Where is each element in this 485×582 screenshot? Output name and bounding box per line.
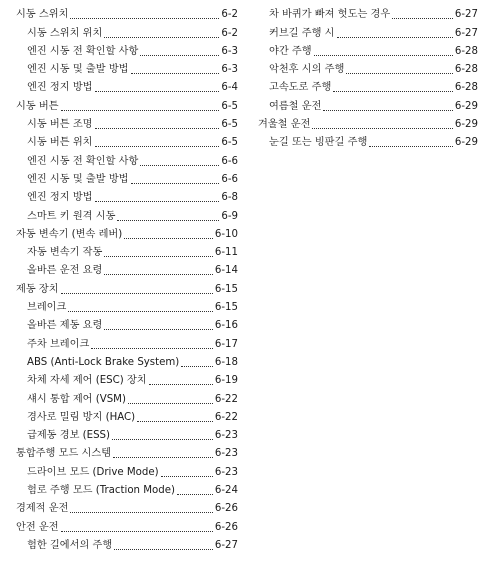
toc-entry-title: 겨울철 운전 (258, 119, 311, 131)
toc-dot-leader (369, 146, 453, 147)
toc-page-number: 6-24 (214, 485, 238, 497)
toc-page-number: 6-22 (214, 393, 238, 405)
toc-entry-title: 커브길 주행 시 (269, 27, 335, 39)
toc-entry-title: 통합주행 모드 시스템 (16, 448, 112, 460)
toc-dot-leader (113, 457, 213, 458)
toc-page-number: 6-9 (221, 210, 238, 222)
toc-dot-leader (104, 329, 213, 330)
toc-entry[interactable] (16, 443, 238, 461)
toc-page-number: 6-2 (221, 9, 238, 21)
toc-entry[interactable] (16, 535, 238, 553)
toc-entry-title: 눈길 또는 빙판길 주행 (269, 137, 368, 149)
toc-entry-title: 엔진 시동 전 확인할 사항 (27, 45, 139, 57)
toc-entry[interactable] (16, 498, 238, 516)
toc-entry-title: 여름철 운전 (269, 100, 322, 112)
toc-dot-leader (104, 37, 219, 38)
toc-entry[interactable] (16, 150, 238, 168)
toc-entry[interactable] (16, 370, 238, 388)
toc-entry[interactable] (16, 425, 238, 443)
toc-entry[interactable] (16, 187, 238, 205)
toc-entry[interactable] (16, 315, 238, 333)
toc-page-number: 6-4 (221, 82, 238, 94)
toc-entry[interactable] (16, 242, 238, 260)
toc-dot-leader (314, 55, 453, 56)
toc-entry-title: 제동 장치 (16, 283, 59, 295)
toc-entry[interactable] (258, 77, 478, 95)
toc-entry[interactable] (16, 77, 238, 95)
toc-page-number: 6-3 (221, 45, 238, 57)
toc-entry-title: 차 바퀴가 빠져 헛도는 경우 (269, 9, 391, 21)
toc-entry[interactable] (258, 114, 478, 132)
toc-entry-title: 험로 주행 모드 (Traction Mode) (27, 485, 175, 497)
toc-page-number: 6-3 (221, 64, 238, 76)
toc-page-number: 6-15 (214, 302, 238, 314)
toc-entry[interactable] (16, 114, 238, 132)
toc-entry[interactable] (16, 95, 238, 113)
toc-dot-leader (181, 366, 213, 367)
toc-page-number: 6-5 (221, 119, 238, 131)
toc-entry-title: 안전 운전 (16, 521, 59, 533)
toc-dot-leader (124, 238, 213, 239)
toc-entry-title: 시동 버튼 조명 (27, 119, 93, 131)
toc-entry-title: 자동 변속기 작동 (27, 247, 103, 259)
toc-dot-leader (140, 165, 219, 166)
toc-entry-title: 악천후 시의 주행 (269, 64, 345, 76)
toc-entry-title: 엔진 정지 방법 (27, 82, 93, 94)
toc-page-number: 6-27 (454, 9, 478, 21)
toc-entry[interactable] (16, 516, 238, 534)
toc-dot-leader (104, 256, 213, 257)
toc-page-number: 6-28 (454, 45, 478, 57)
toc-entry-title: 험한 길에서의 주행 (27, 539, 113, 551)
toc-dot-leader (392, 18, 453, 19)
toc-page-number: 6-27 (214, 539, 238, 551)
toc-entry[interactable] (16, 388, 238, 406)
toc-dot-leader (61, 110, 220, 111)
toc-entry[interactable] (16, 407, 238, 425)
toc-entry-title: 섀시 통합 제어 (VSM) (27, 393, 126, 405)
toc-left-column (16, 4, 238, 553)
toc-dot-leader (70, 512, 212, 513)
toc-dot-leader (91, 348, 213, 349)
toc-dot-leader (177, 494, 213, 495)
toc-dot-leader (137, 421, 213, 422)
toc-dot-leader (323, 110, 452, 111)
toc-entry[interactable] (258, 132, 478, 150)
toc-page-number: 6-28 (454, 64, 478, 76)
toc-entry[interactable] (258, 22, 478, 40)
toc-entry[interactable] (16, 260, 238, 278)
toc-entry[interactable] (16, 224, 238, 242)
toc-page-number: 6-15 (214, 283, 238, 295)
toc-page-number: 6-11 (214, 247, 238, 259)
toc-entry-title: 자동 변속기 (변속 레버) (16, 228, 123, 240)
toc-page-number: 6-22 (214, 411, 238, 423)
toc-entry[interactable] (16, 297, 238, 315)
toc-page-number: 6-27 (454, 27, 478, 39)
toc-page-number: 6-6 (221, 173, 238, 185)
toc-dot-leader (61, 293, 213, 294)
toc-dot-leader (114, 549, 213, 550)
toc-entry[interactable] (258, 4, 478, 22)
toc-dot-leader (140, 55, 219, 56)
toc-entry[interactable] (16, 41, 238, 59)
toc-page-number: 6-8 (221, 192, 238, 204)
toc-page-number: 6-19 (214, 375, 238, 387)
toc-entry-title: 시동 버튼 위치 (27, 137, 93, 149)
toc-page-number: 6-6 (221, 155, 238, 167)
toc-dot-leader (104, 274, 213, 275)
toc-page-number: 6-23 (214, 430, 238, 442)
toc-dot-leader (161, 476, 213, 477)
toc-entry[interactable] (16, 333, 238, 351)
toc-dot-leader (61, 531, 213, 532)
toc-page-number: 6-23 (214, 466, 238, 478)
toc-entry[interactable] (16, 205, 238, 223)
toc-page-number: 6-17 (214, 338, 238, 350)
toc-dot-leader (149, 384, 213, 385)
toc-entry[interactable] (16, 461, 238, 479)
toc-dot-leader (312, 128, 452, 129)
toc-entry-title: 엔진 시동 및 출발 방법 (27, 173, 129, 185)
toc-dot-leader (117, 220, 219, 221)
toc-dot-leader (95, 128, 220, 129)
toc-entry[interactable] (16, 169, 238, 187)
toc-right-column (258, 4, 478, 150)
toc-entry[interactable] (16, 22, 238, 40)
toc-entry[interactable] (16, 59, 238, 77)
toc-entry-title: 올바른 운전 요령 (27, 265, 103, 277)
toc-entry-title: 브레이크 (27, 302, 67, 314)
toc-entry-title: 스마트 키 원격 시동 (27, 210, 116, 222)
toc-dot-leader (70, 18, 219, 19)
toc-page-number: 6-14 (214, 265, 238, 277)
toc-page-number: 6-10 (214, 228, 238, 240)
toc-entry-title: 주차 브레이크 (27, 338, 90, 350)
toc-entry-title: 차체 자세 제어 (ESC) 장치 (27, 375, 147, 387)
toc-dot-leader (333, 91, 453, 92)
toc-entry-title: ABS (Anti-Lock Brake System) (27, 356, 180, 368)
toc-dot-leader (131, 73, 220, 74)
toc-entry-title: 시동 스위치 위치 (27, 27, 103, 39)
toc-page-number: 6-2 (221, 27, 238, 39)
toc-entry[interactable] (258, 95, 478, 113)
toc-dot-leader (95, 201, 220, 202)
toc-entry[interactable] (16, 4, 238, 22)
toc-entry-title: 경제적 운전 (16, 503, 69, 515)
toc-dot-leader (95, 91, 220, 92)
toc-entry-title: 시동 스위치 (16, 9, 69, 21)
toc-dot-leader (337, 37, 453, 38)
toc-entry-title: 야간 주행 (269, 45, 312, 57)
toc-page-number: 6-29 (454, 137, 478, 149)
toc-entry-title: 시동 버튼 (16, 100, 59, 112)
toc-entry[interactable] (16, 278, 238, 296)
toc-entry[interactable] (258, 59, 478, 77)
toc-entry[interactable] (16, 352, 238, 370)
toc-dot-leader (346, 73, 453, 74)
toc-entry[interactable] (258, 41, 478, 59)
toc-dot-leader (112, 439, 213, 440)
toc-entry-title: 올바른 제동 요령 (27, 320, 103, 332)
toc-entry-title: 급제동 경보 (ESS) (27, 430, 111, 442)
toc-page-number: 6-18 (214, 356, 238, 368)
toc-page-number: 6-28 (454, 82, 478, 94)
toc-page-number: 6-16 (214, 320, 238, 332)
toc-entry[interactable] (16, 480, 238, 498)
toc-dot-leader (131, 183, 220, 184)
toc-entry-title: 고속도로 주행 (269, 82, 332, 94)
toc-entry-title: 엔진 시동 전 확인할 사항 (27, 155, 139, 167)
toc-page-number: 6-26 (214, 503, 238, 515)
toc-entry-title: 엔진 정지 방법 (27, 192, 93, 204)
toc-page-number: 6-5 (221, 137, 238, 149)
toc-entry-title: 드라이브 모드 (Drive Mode) (27, 466, 159, 478)
toc-page-number: 6-29 (454, 119, 478, 131)
toc-entry[interactable] (16, 132, 238, 150)
toc-dot-leader (68, 311, 213, 312)
toc-page-number: 6-26 (214, 521, 238, 533)
toc-dot-leader (128, 403, 213, 404)
toc-page-number: 6-5 (221, 100, 238, 112)
toc-dot-leader (95, 146, 220, 147)
toc-page-number: 6-29 (454, 100, 478, 112)
toc-entry-title: 경사로 밀림 방지 (HAC) (27, 411, 136, 423)
toc-page-number: 6-23 (214, 448, 238, 460)
toc-entry-title: 엔진 시동 및 출발 방법 (27, 64, 129, 76)
